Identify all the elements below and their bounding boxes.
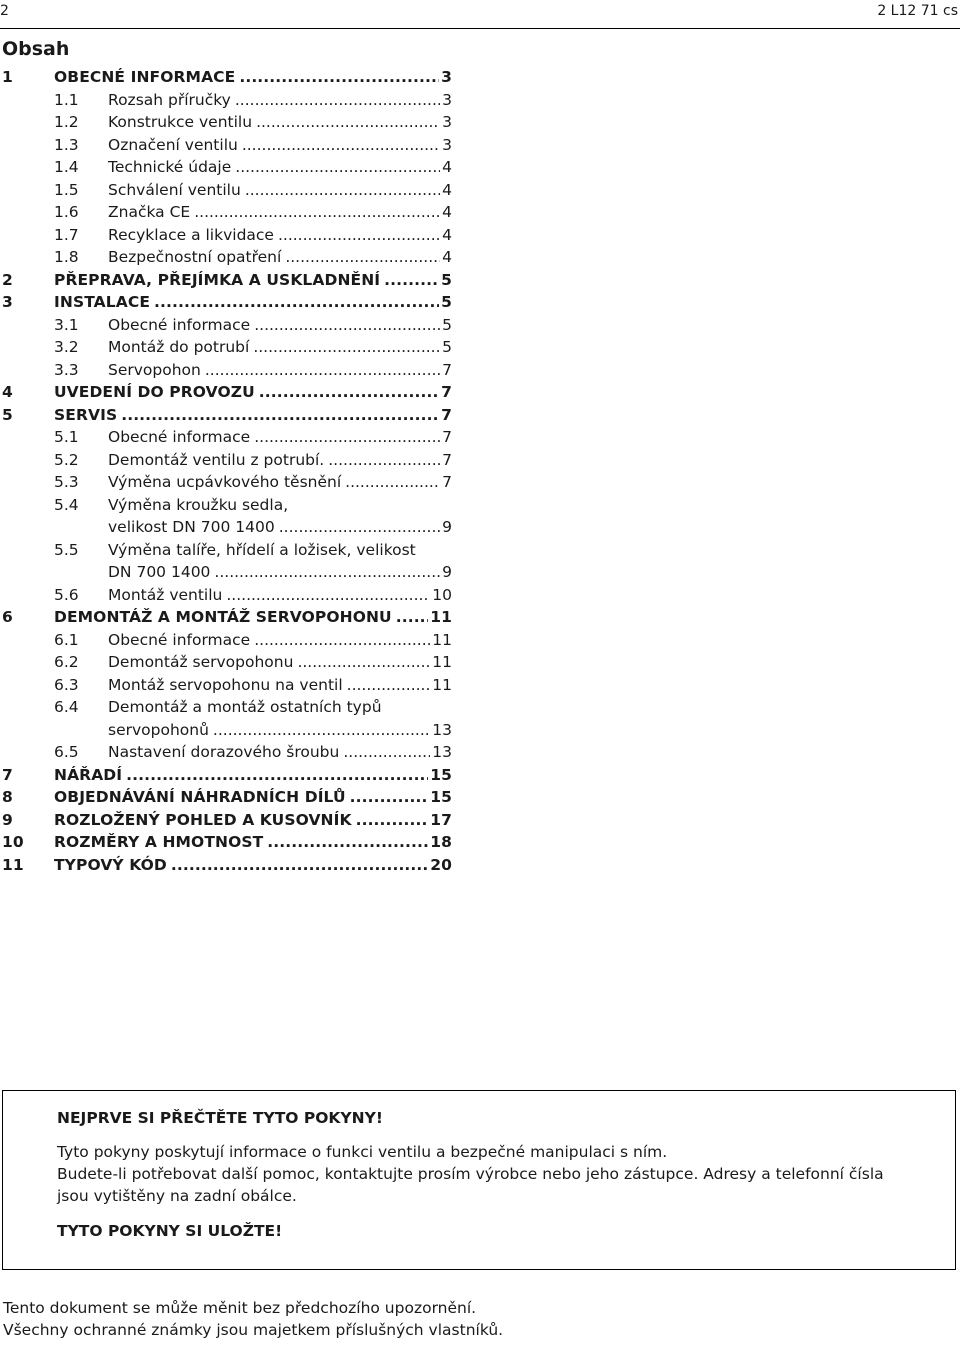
toc-entry-number: 1: [2, 68, 13, 86]
toc-entry-title: Demontáž a montáž ostatních typů: [108, 698, 382, 716]
toc-entry-page: 11: [432, 653, 452, 671]
toc-entry-page: 13: [432, 743, 452, 761]
footer-line-2: Všechny ochranné známky jsou majetkem příslušných vlastníků.: [3, 1321, 504, 1339]
toc-entry[interactable]: [0, 831, 460, 854]
toc-entry[interactable]: [0, 426, 460, 449]
toc-entry-number: 1.7: [54, 225, 79, 244]
toc-entry[interactable]: [0, 201, 460, 224]
toc-entry-title: Výměna kroužku sedla,: [108, 495, 289, 514]
toc-entry-page: 4: [442, 180, 452, 199]
toc-entry[interactable]: [0, 111, 460, 134]
toc-entry-title: Výměna ucpávkového těsnění: [108, 473, 342, 491]
toc-entry-title: Označení ventilu: [108, 135, 238, 154]
notice-line-2: Budete-li potřebovat další pomoc, kontaktujte prosím výrobce nebo jeho zástupce. Adresy a telefonní čísla: [57, 1165, 884, 1183]
toc-entry-title: Bezpečnostní opatření: [108, 248, 282, 266]
toc-entry[interactable]: [0, 471, 460, 494]
toc-entry-title: Obecné informace: [108, 315, 251, 334]
toc-entry-number: 5.5: [54, 540, 79, 559]
toc-entry-page: 7: [442, 428, 452, 446]
toc-entry-page: 7: [442, 473, 452, 491]
toc-leader-dots: [285, 246, 440, 269]
toc-entry-page: 7: [442, 450, 452, 469]
toc-entry-number: 5.3: [54, 473, 79, 491]
notice-line-3: jsou vytištěny na zadní obálce.: [57, 1187, 297, 1205]
toc-entry-page: 20: [430, 855, 452, 874]
toc-entry-title: Obecné informace: [108, 428, 251, 446]
toc-entry-number: 3.1: [54, 315, 79, 334]
toc-entry-page: 5: [441, 293, 452, 311]
toc-leader-dots: [356, 809, 429, 832]
toc-entry[interactable]: [0, 651, 460, 674]
toc-leader-dots: [171, 854, 428, 877]
toc-entry[interactable]: [0, 764, 460, 787]
toc-entry[interactable]: [0, 786, 460, 809]
toc-entry[interactable]: [0, 629, 460, 652]
toc-leader-dots: [126, 764, 428, 787]
toc-entry-title-cont: velikost DN 700 1400: [108, 518, 275, 536]
toc-entry-title: Rozsah příručky: [108, 90, 231, 109]
toc-leader-dots: [256, 111, 440, 134]
toc-entry-page: 11: [432, 630, 452, 649]
toc-entry-number: 1.6: [54, 203, 79, 221]
toc-title: Obsah: [2, 38, 70, 60]
toc-entry-page: 5: [441, 270, 452, 289]
toc-entry-number: 6.5: [54, 743, 79, 761]
toc-entry-title: PŘEPRAVA, PŘEJÍMKA A USKLADNĚNÍ: [54, 270, 381, 289]
toc-leader-dots: [279, 516, 440, 539]
toc-leader-dots: [253, 336, 440, 359]
toc-entry-page: 11: [432, 675, 452, 694]
toc-entry-page: 10: [432, 585, 452, 604]
toc-entry-page: 17: [430, 810, 452, 829]
toc-entry[interactable]: [0, 584, 460, 607]
toc-entry-number: 1.5: [54, 180, 79, 199]
toc-entry[interactable]: [0, 449, 460, 472]
toc-entry-title: Recyklace a likvidace: [108, 225, 274, 244]
toc-leader-dots: [154, 291, 439, 314]
toc-entry-title: Schválení ventilu: [108, 180, 241, 199]
toc-entry-number: 5.6: [54, 585, 79, 604]
toc-leader-dots: [213, 719, 430, 742]
toc-entry[interactable]: [0, 359, 460, 382]
toc-entry-title: DEMONTÁŽ A MONTÁŽ SERVOPOHONU: [54, 608, 392, 626]
toc-entry-number: 6.4: [54, 698, 79, 716]
toc-entry-title: SERVIS: [54, 405, 118, 424]
toc-entry-page: 9: [442, 518, 452, 536]
toc-entry-page: 7: [441, 383, 452, 401]
toc-entry-number: 8: [2, 788, 13, 806]
toc-entry[interactable]: [0, 539, 460, 562]
toc-entry[interactable]: [0, 696, 460, 719]
toc-entry[interactable]: [0, 291, 460, 314]
toc-entry-number: 3: [2, 293, 13, 311]
toc-leader-dots: [343, 741, 430, 764]
toc-entry-page: 3: [442, 135, 452, 154]
toc-entry-title: Montáž ventilu: [108, 585, 223, 604]
toc-entry-page: 5: [442, 338, 452, 356]
toc-leader-dots: [384, 269, 439, 292]
toc-leader-dots: [254, 314, 440, 337]
toc-entry[interactable]: [0, 336, 460, 359]
toc-entry[interactable]: [0, 156, 460, 179]
toc-entry-number: 6.3: [54, 675, 79, 694]
toc-entry-title: Nastavení dorazového šroubu: [108, 743, 340, 761]
toc-entry[interactable]: [0, 854, 460, 877]
toc-entry-number: 2: [2, 270, 13, 289]
toc-leader-dots: [235, 156, 440, 179]
toc-entry-number: 11: [2, 855, 24, 874]
toc-entry-number: 6: [2, 608, 13, 626]
toc-leader-dots: [214, 561, 440, 584]
toc-entry-title: INSTALACE: [54, 293, 151, 311]
toc-entry-page: 15: [430, 788, 452, 806]
page-number: 2: [0, 3, 9, 19]
toc-leader-dots: [297, 651, 430, 674]
toc-entry-number: 1.8: [54, 248, 79, 266]
toc-entry-number: 3.3: [54, 360, 79, 379]
toc-entry-number: 9: [2, 810, 13, 829]
toc-entry[interactable]: [0, 404, 460, 427]
toc-entry-continued[interactable]: [0, 561, 460, 584]
toc-entry-title: ROZLOŽENÝ POHLED A KUSOVNÍK: [54, 810, 352, 829]
toc-entry-title: Technické údaje: [108, 158, 232, 176]
document-code: 2 L12 71 cs: [877, 3, 958, 19]
toc-entry[interactable]: [0, 269, 460, 292]
toc-leader-dots: [254, 629, 430, 652]
toc-entry-title: Obecné informace: [108, 630, 251, 649]
toc-entry[interactable]: [0, 809, 460, 832]
toc-entry-number: 1.1: [54, 90, 79, 109]
toc-entry-number: 4: [2, 383, 13, 401]
toc-entry-title: Demontáž ventilu z potrubí.: [108, 450, 325, 469]
toc-entry-page: 11: [430, 608, 452, 626]
toc-entry[interactable]: [0, 314, 460, 337]
toc-entry-title: Montáž servopohonu na ventil: [108, 675, 343, 694]
toc-leader-dots: [267, 831, 428, 854]
toc-entry[interactable]: [0, 66, 460, 89]
toc-entry-title: ROZMĚRY A HMOTNOST: [54, 833, 264, 851]
toc-leader-dots: [226, 584, 430, 607]
toc-leader-dots: [205, 359, 440, 382]
toc-entry-continued[interactable]: [0, 719, 460, 742]
toc-entry-number: 7: [2, 765, 13, 784]
toc-entry-page: 7: [441, 405, 452, 424]
toc-entry-title: Výměna talíře, hřídelí a ložisek, velikost: [108, 540, 416, 559]
toc-entry-number: 5.2: [54, 450, 79, 469]
toc-entry-number: 5: [2, 405, 13, 424]
toc-entry-title: Značka CE: [108, 203, 191, 221]
toc-entry[interactable]: [0, 741, 460, 764]
toc-leader-dots: [347, 674, 431, 697]
toc-entry-number: 1.3: [54, 135, 79, 154]
toc-entry-number: 1.4: [54, 158, 79, 176]
toc-leader-dots: [350, 786, 429, 809]
toc-entry-title: Montáž do potrubí: [108, 338, 250, 356]
footer-line-1: Tento dokument se může měnit bez předchozího upozornění.: [3, 1299, 477, 1317]
toc-entry-page: 4: [442, 158, 452, 176]
toc-entry-page: 15: [430, 765, 452, 784]
toc-entry-number: 6.1: [54, 630, 79, 649]
toc-entry-number: 6.2: [54, 653, 79, 671]
toc-entry-page: 4: [442, 225, 452, 244]
notice-box: [2, 1090, 956, 1270]
toc-entry-page: 3: [442, 113, 452, 131]
toc-leader-dots: [345, 471, 440, 494]
toc-entry-number: 5.1: [54, 428, 79, 446]
toc-leader-dots: [328, 449, 440, 472]
toc-entry-page: 3: [442, 90, 452, 109]
toc-entry-number: 1.2: [54, 113, 79, 131]
notice-line-1: Tyto pokyny poskytují informace o funkci ventilu a bezpečné manipulaci s ním.: [57, 1143, 668, 1161]
toc-leader-dots: [239, 66, 439, 89]
toc-entry-page: 7: [442, 360, 452, 379]
toc-entry-page: 3: [441, 68, 452, 86]
toc-entry-title: Demontáž servopohonu: [108, 653, 294, 671]
toc-entry-title: OBECNÉ INFORMACE: [54, 68, 236, 86]
toc-leader-dots: [254, 426, 440, 449]
toc-entry-page: 4: [442, 248, 452, 266]
toc-entry[interactable]: [0, 134, 460, 157]
toc-entry-title: TYPOVÝ KÓD: [54, 855, 167, 874]
toc-leader-dots: [278, 224, 440, 247]
table-of-contents: [0, 66, 460, 876]
toc-entry-number: 10: [2, 833, 24, 851]
toc-entry-title: Servopohon: [108, 360, 201, 379]
toc-entry-title: OBJEDNÁVÁNÍ NÁHRADNÍCH DÍLŮ: [54, 788, 346, 806]
toc-entry-page: 18: [430, 833, 452, 851]
toc-entry-title: NÁŘADÍ: [54, 765, 123, 784]
toc-entry[interactable]: [0, 179, 460, 202]
toc-entry[interactable]: [0, 494, 460, 517]
toc-entry-page: 4: [442, 203, 452, 221]
toc-leader-dots: [242, 134, 440, 157]
toc-entry[interactable]: [0, 224, 460, 247]
toc-entry-title: Konstrukce ventilu: [108, 113, 253, 131]
toc-entry-title-cont: servopohonů: [108, 720, 209, 739]
toc-entry[interactable]: [0, 674, 460, 697]
toc-entry-page: 13: [432, 720, 452, 739]
toc-leader-dots: [235, 89, 440, 112]
toc-entry[interactable]: [0, 606, 460, 629]
toc-entry[interactable]: [0, 246, 460, 269]
toc-leader-dots: [396, 606, 428, 629]
toc-entry-title-cont: DN 700 1400: [108, 563, 211, 581]
toc-leader-dots: [259, 381, 439, 404]
toc-leader-dots: [245, 179, 440, 202]
notice-heading: NEJPRVE SI PŘEČTĚTE TYTO POKYNY!: [57, 1109, 383, 1127]
toc-entry[interactable]: [0, 89, 460, 112]
toc-entry-number: 3.2: [54, 338, 79, 356]
toc-leader-dots: [194, 201, 440, 224]
toc-entry-number: 5.4: [54, 495, 79, 514]
toc-entry-page: 5: [442, 315, 452, 334]
toc-leader-dots: [121, 404, 439, 427]
toc-entry-page: 9: [442, 563, 452, 581]
toc-entry-title: UVEDENÍ DO PROVOZU: [54, 383, 255, 401]
toc-entry-continued[interactable]: [0, 516, 460, 539]
toc-entry[interactable]: [0, 381, 460, 404]
page-header: [0, 0, 960, 29]
notice-footer: TYTO POKYNY SI ULOŽTE!: [57, 1222, 283, 1240]
